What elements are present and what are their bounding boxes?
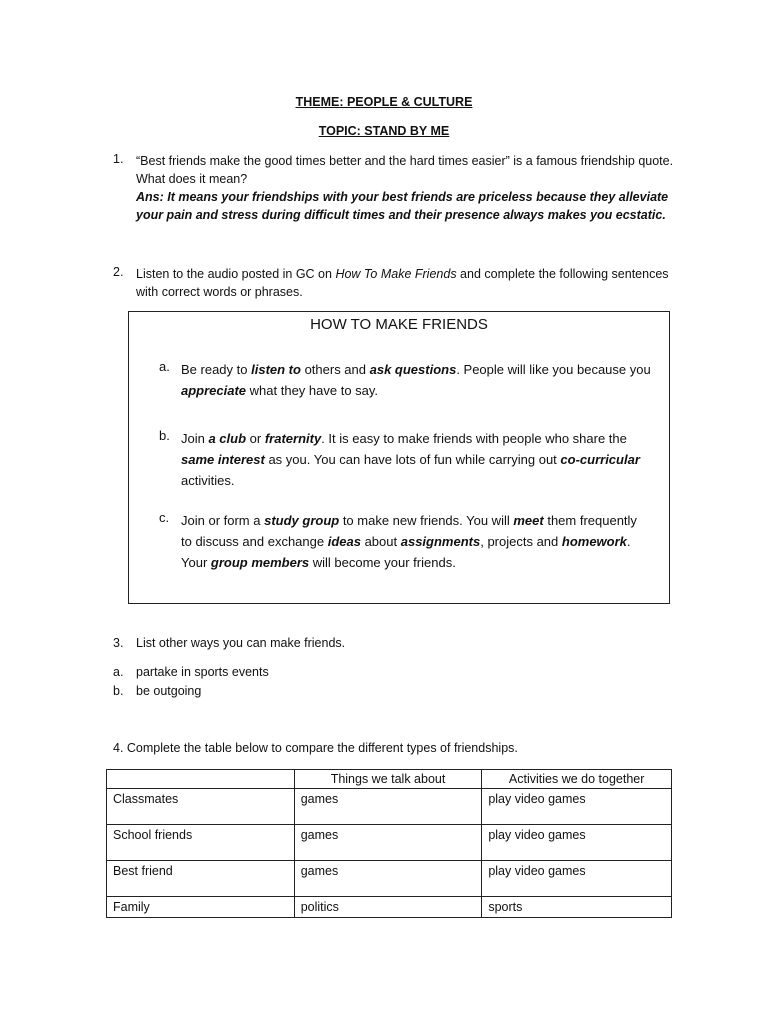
q4-question: 4. Complete the table below to compare the different types of friendships. xyxy=(113,741,518,755)
table-row xyxy=(107,825,672,861)
how-to-make-friends-box xyxy=(128,311,670,604)
item-a-text xyxy=(181,359,651,401)
q1-answer: Ans: It means your friendships with your best friends are priceless because they alleviate your pain and stress during difficult times and their presence always makes you ecstatic. xyxy=(136,190,669,222)
item-a-p3: . People will like you because you xyxy=(456,362,651,377)
table-cell: Classmates xyxy=(107,789,295,825)
item-c-w5: homework xyxy=(561,534,627,549)
item-a-p4: what they have to say. xyxy=(246,383,379,398)
item-c-w3: ideas xyxy=(327,534,361,549)
q3-item-a-text: partake in sports events xyxy=(136,665,269,679)
item-b-p4: as you. You can have lots of fun while carrying out xyxy=(264,452,561,467)
table-header-row xyxy=(107,770,672,789)
q1-question: “Best friends make the good times better and the hard times easier” is a famous friendship quote. What does it mean? xyxy=(136,154,674,186)
q3-item-b-letter: b. xyxy=(113,684,124,698)
item-c-w1: study group xyxy=(264,513,340,528)
item-c-p1: Join or form a xyxy=(181,513,265,528)
item-c-letter: c. xyxy=(159,510,170,525)
item-c-p2: to make new friends. You will xyxy=(339,513,514,528)
item-c-w2: meet xyxy=(513,513,544,528)
item-a-w1: listen to xyxy=(251,362,301,377)
item-b-letter: b. xyxy=(159,428,170,443)
q2-text-a: Listen to the audio posted in GC on xyxy=(136,267,336,281)
item-b-p3: . It is easy to make friends with people who share the xyxy=(321,431,627,446)
item-c-w4: assignments xyxy=(400,534,481,549)
item-b-w4: co-curricular xyxy=(560,452,640,467)
q2-text-b: and complete the following sentences with correct words or phrases. xyxy=(136,267,669,299)
item-a-p1: Be ready to xyxy=(181,362,252,377)
item-b-w1: a club xyxy=(208,431,247,446)
q2-audio-title: How To Make Friends xyxy=(335,267,457,281)
q1-block xyxy=(136,152,681,224)
table-header-cell xyxy=(107,770,295,789)
friendship-comparison-table xyxy=(106,769,672,918)
table-cell: Best friend xyxy=(107,861,295,897)
item-b-p2: or xyxy=(246,431,265,446)
table-row xyxy=(107,789,672,825)
item-b-p1: Join xyxy=(181,431,209,446)
table-cell: School friends xyxy=(107,825,295,861)
item-c-p5: , projects and xyxy=(480,534,562,549)
item-c-p3: them frequently to discuss and exchange xyxy=(181,513,637,549)
item-b-text xyxy=(181,428,651,491)
table-cell: play video games xyxy=(482,789,672,825)
table-cell: play video games xyxy=(482,825,672,861)
q3-item-a-letter: a. xyxy=(113,665,124,679)
table-cell: politics xyxy=(294,897,482,918)
item-a-p2: others and xyxy=(300,362,370,377)
item-b-p5: activities. xyxy=(181,473,235,488)
theme-heading: THEME: PEOPLE & CULTURE xyxy=(295,95,473,109)
table-cell: Family xyxy=(107,897,295,918)
item-b-w3: same interest xyxy=(181,452,265,467)
item-c-w6: group members xyxy=(210,555,310,570)
item-c-p6: . Your xyxy=(181,534,631,570)
table-cell: sports xyxy=(482,897,672,918)
q2-question xyxy=(136,265,681,301)
item-a-w3: appreciate xyxy=(181,383,247,398)
table-cell: games xyxy=(294,825,482,861)
table-header-cell: Things we talk about xyxy=(294,770,482,789)
table-row xyxy=(107,861,672,897)
item-a-letter: a. xyxy=(159,359,170,374)
item-c-p7: will become your friends. xyxy=(309,555,456,570)
q1-number: 1. xyxy=(113,152,124,166)
topic-heading: TOPIC: STAND BY ME xyxy=(318,124,450,138)
table-cell: games xyxy=(294,861,482,897)
item-a-w2: ask questions xyxy=(369,362,457,377)
q3-number: 3. xyxy=(113,636,124,650)
table-cell: play video games xyxy=(482,861,672,897)
box-title: HOW TO MAKE FRIENDS xyxy=(310,316,488,333)
q3-question: List other ways you can make friends. xyxy=(136,636,346,650)
table-header-cell: Activities we do together xyxy=(482,770,672,789)
table-row xyxy=(107,897,672,918)
q2-number: 2. xyxy=(113,265,124,279)
q3-item-b-text: be outgoing xyxy=(136,684,202,698)
item-b-w2: fraternity xyxy=(264,431,322,446)
item-c-p4: about xyxy=(360,534,401,549)
table-cell: games xyxy=(294,789,482,825)
item-c-text xyxy=(181,510,651,573)
